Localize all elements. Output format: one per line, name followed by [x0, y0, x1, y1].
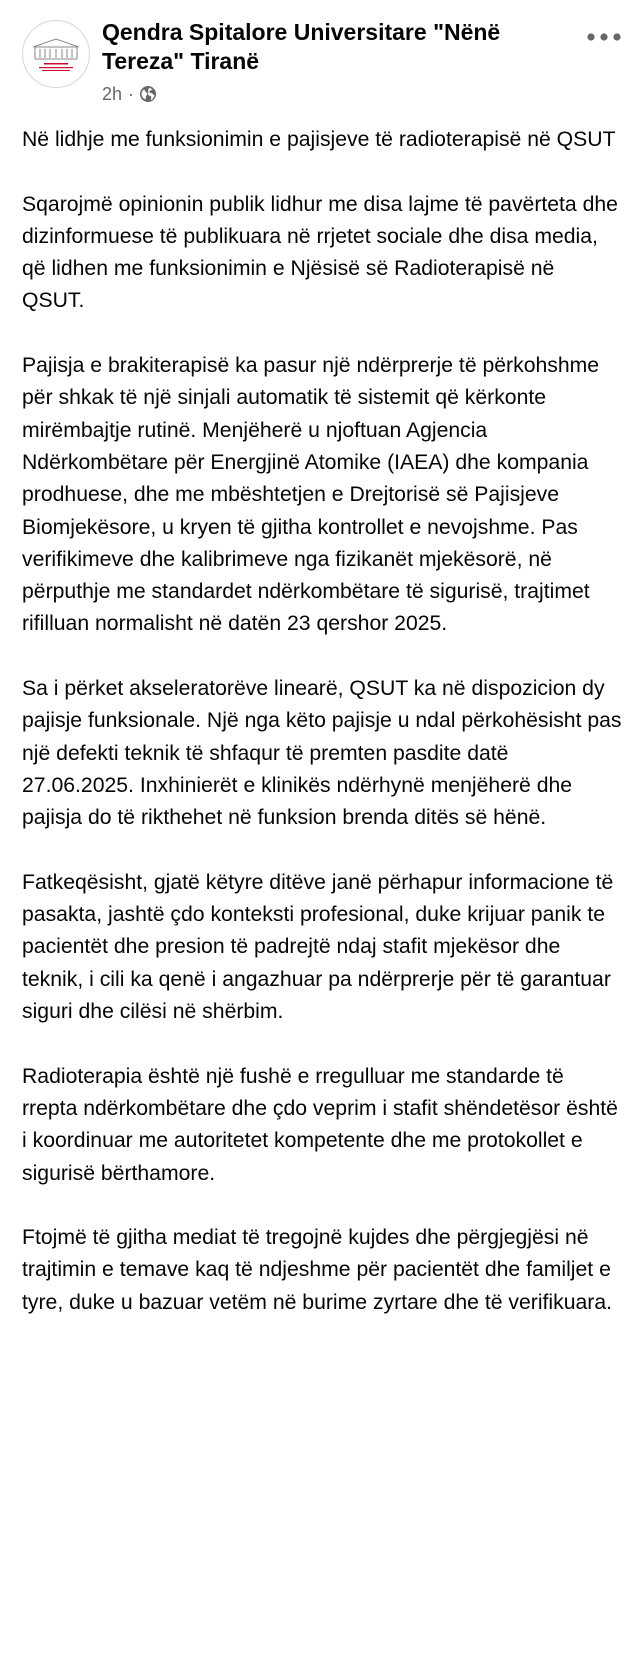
page-avatar[interactable]	[22, 20, 90, 88]
post-paragraph: Pajisja e brakiterapisë ka pasur një ndërprerje të përkohshme për shkak të një sinjali automatik të sistemit që kërkonte mirëmbajtje rutinë. Menjëherë u njoftuan Agjencia Ndërkombëtare për Energjinë Atomike (IAEA) dhe kompania prodhuese, dhe me mbështetjen e Drejtorisë së Pajisjeve Biomjekësore, u kryen të gjitha kontrollet e nevojshme. Pas verifikimeve dhe kalibrimeve nga fizikanët mjekësorë, në përputhje me standardet ndërkombëtare të sigurisë, trajtimet rifilluan normalisht në datën 23 qershor 2025.	[22, 354, 600, 636]
more-options-icon	[586, 32, 622, 42]
post-body	[22, 124, 622, 1319]
globe-icon[interactable]	[139, 85, 157, 103]
more-options-button[interactable]	[582, 22, 626, 52]
hospital-logo-icon	[23, 21, 89, 87]
post-paragraph: Sa i përket akseleratorëve linearë, QSUT ka në dispozicion dy pajisje funksionale. Një nga këto pajisje u ndal përkohësisht pas një defekti teknik të shfaqur të premten pasdite datë 27.06.2025. Inxhinierët e klinikës ndërhynë menjëherë dhe pajisja do të rikthehet në funksion brenda ditës së hënë.	[22, 677, 622, 830]
post-paragraph: Fatkeqësisht, gjatë këtyre ditëve janë përhapur informacione të pasakta, jashtë çdo konteksti profesional, duke krijuar panik te pacientët dhe presion të padrejtë ndaj stafit mjekësor dhe teknik, i cili ka qenë i angazhuar pa ndërprerje për të garantuar siguri dhe cilësi në shërbim.	[22, 870, 614, 1024]
post-meta	[102, 82, 157, 106]
post-timestamp[interactable]: 2h	[102, 83, 123, 104]
page-name[interactable]: Qendra Spitalore Universitare "Nënë Tereza" Tiranë	[102, 19, 501, 74]
post-paragraph: Radioterapia është një fushë e rregulluar me standarde të rrepta ndërkombëtare dhe çdo veprim i stafit shëndetësor është i koordinuar me autoritetet kompetente dhe me protokollet e sigurisë bërthamore.	[22, 1064, 618, 1185]
post-paragraph-title: Në lidhje me funksionimin e pajisjeve të radioterapisë në QSUT	[22, 128, 616, 151]
post-header	[0, 0, 640, 118]
post-paragraph: Sqarojmë opinionin publik lidhur me disa lajme të pavërteta dhe dizinformuese të publikuara në rrjetet sociale dhe disa media, që lidhen me funksionimin e Njësisë së Radioterapisë në QSUT.	[22, 192, 618, 313]
meta-separator: ·	[128, 83, 135, 104]
post-paragraph: Ftojmë të gjitha mediat të tregojnë kujdes dhe përgjegjësi në trajtimin e temave kaq të ndjeshme për pacientët dhe familjet e tyre, duke u bazuar vetëm në burime zyrtare dhe të verifikuara.	[22, 1226, 613, 1314]
